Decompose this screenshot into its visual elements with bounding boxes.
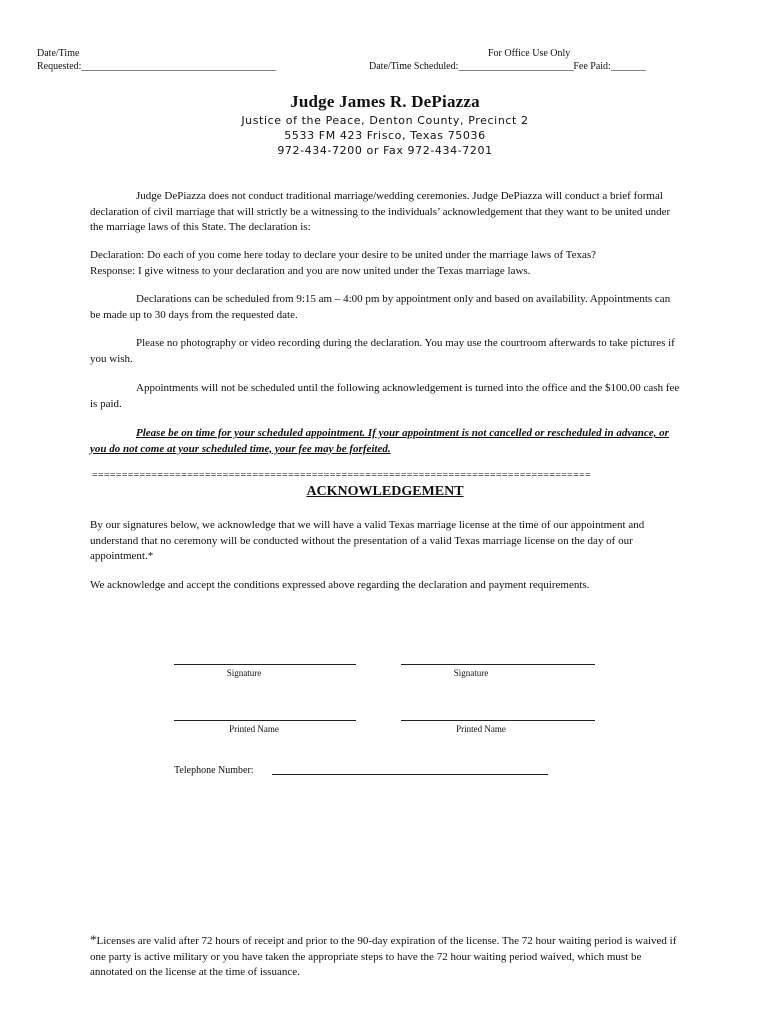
court-phone: 972-434-7200 or Fax 972-434-7201	[277, 144, 493, 157]
requested-label-line1: Date/Time	[37, 48, 80, 59]
requested-field[interactable]	[37, 47, 276, 73]
acknowledgement-text: By our signatures below, we acknowledge that we will have a valid Texas marriage license at the time of our appointment and understand that no ceremony will be conducted without the presentation of a valid Texas marriage license on the day of our appointment.*	[90, 519, 645, 562]
signature-line-2[interactable]	[401, 654, 595, 665]
requested-label-line2: Requested:_______________________________________	[37, 61, 277, 72]
printed-name-label-2: Printed Name	[456, 724, 506, 734]
declaration-text: Declaration: Do each of you come here today to declare your desire to be united under the marriage laws of Texas?	[90, 249, 597, 261]
fee-paragraph: Appointments will not be scheduled until the following acknowledgement is turned into the office and the $100.00 cash fee is paid.	[90, 382, 680, 410]
signature-label-2: Signature	[453, 668, 489, 678]
photography-paragraph: Please no photography or video recording during the declaration. You may use the courtroom afterwards to take pictures if you wish.	[90, 337, 675, 365]
telephone-label: Telephone Number:	[174, 765, 254, 776]
warning-paragraph: Please be on time for your scheduled appointment. If your appointment is not cancelled or rescheduled in advance, or you do not come at your scheduled time, your fee may be forfeited.	[90, 427, 669, 455]
intro-paragraph: Judge DePiazza does not conduct traditional marriage/wedding ceremonies. Judge DePiazza will conduct a brief formal declaration of civil marriage that will strictly be a witnessing to the individuals’ acknowledgement that they want to be united under the marriage laws of this State. The declaration is:	[90, 190, 671, 233]
footnote-star: *	[90, 932, 97, 947]
response-text: Response: I give witness to your declaration and you are now united under the Texas marriage laws.	[90, 264, 531, 277]
scheduling-paragraph: Declarations can be scheduled from 9:15 am – 4:00 pm by appointment only and based on availability. Appointments can be made up to 30 days from the requested date.	[90, 293, 671, 321]
signature-label-1: Signature	[226, 668, 262, 678]
printed-name-line-2[interactable]	[401, 710, 595, 721]
separator-line: ====================================================================================	[92, 470, 591, 481]
declaration-block	[90, 248, 680, 279]
office-use-label: For Office Use Only	[488, 48, 571, 59]
telephone-line[interactable]	[272, 764, 548, 775]
judge-name: Judge James R. DePiazza	[290, 92, 480, 111]
court-office: Justice of the Peace, Denton County, Precinct 2	[241, 114, 529, 127]
signature-line-1[interactable]	[174, 654, 356, 665]
acknowledgement-title: ACKNOWLEDGEMENT	[306, 484, 464, 499]
footnote	[90, 932, 680, 981]
printed-name-label-1: Printed Name	[229, 724, 279, 734]
footnote-text: Licenses are valid after 72 hours of receipt and prior to the 90-day expiration of the license. The 72 hour waiting period is waived if one party is active military or you have taken the appropriate steps to have the 72 hour waiting period waived, which must be annotated on the license at the time of issuance.	[90, 935, 677, 978]
printed-name-line-1[interactable]	[174, 710, 356, 721]
scheduled-fee-field[interactable]: Date/Time Scheduled:_______________________Fee Paid:_______	[369, 61, 646, 72]
court-address: 5533 FM 423 Frisco, Texas 75036	[284, 129, 486, 142]
acceptance-text: We acknowledge and accept the conditions expressed above regarding the declaration and payment requirements.	[90, 579, 590, 591]
